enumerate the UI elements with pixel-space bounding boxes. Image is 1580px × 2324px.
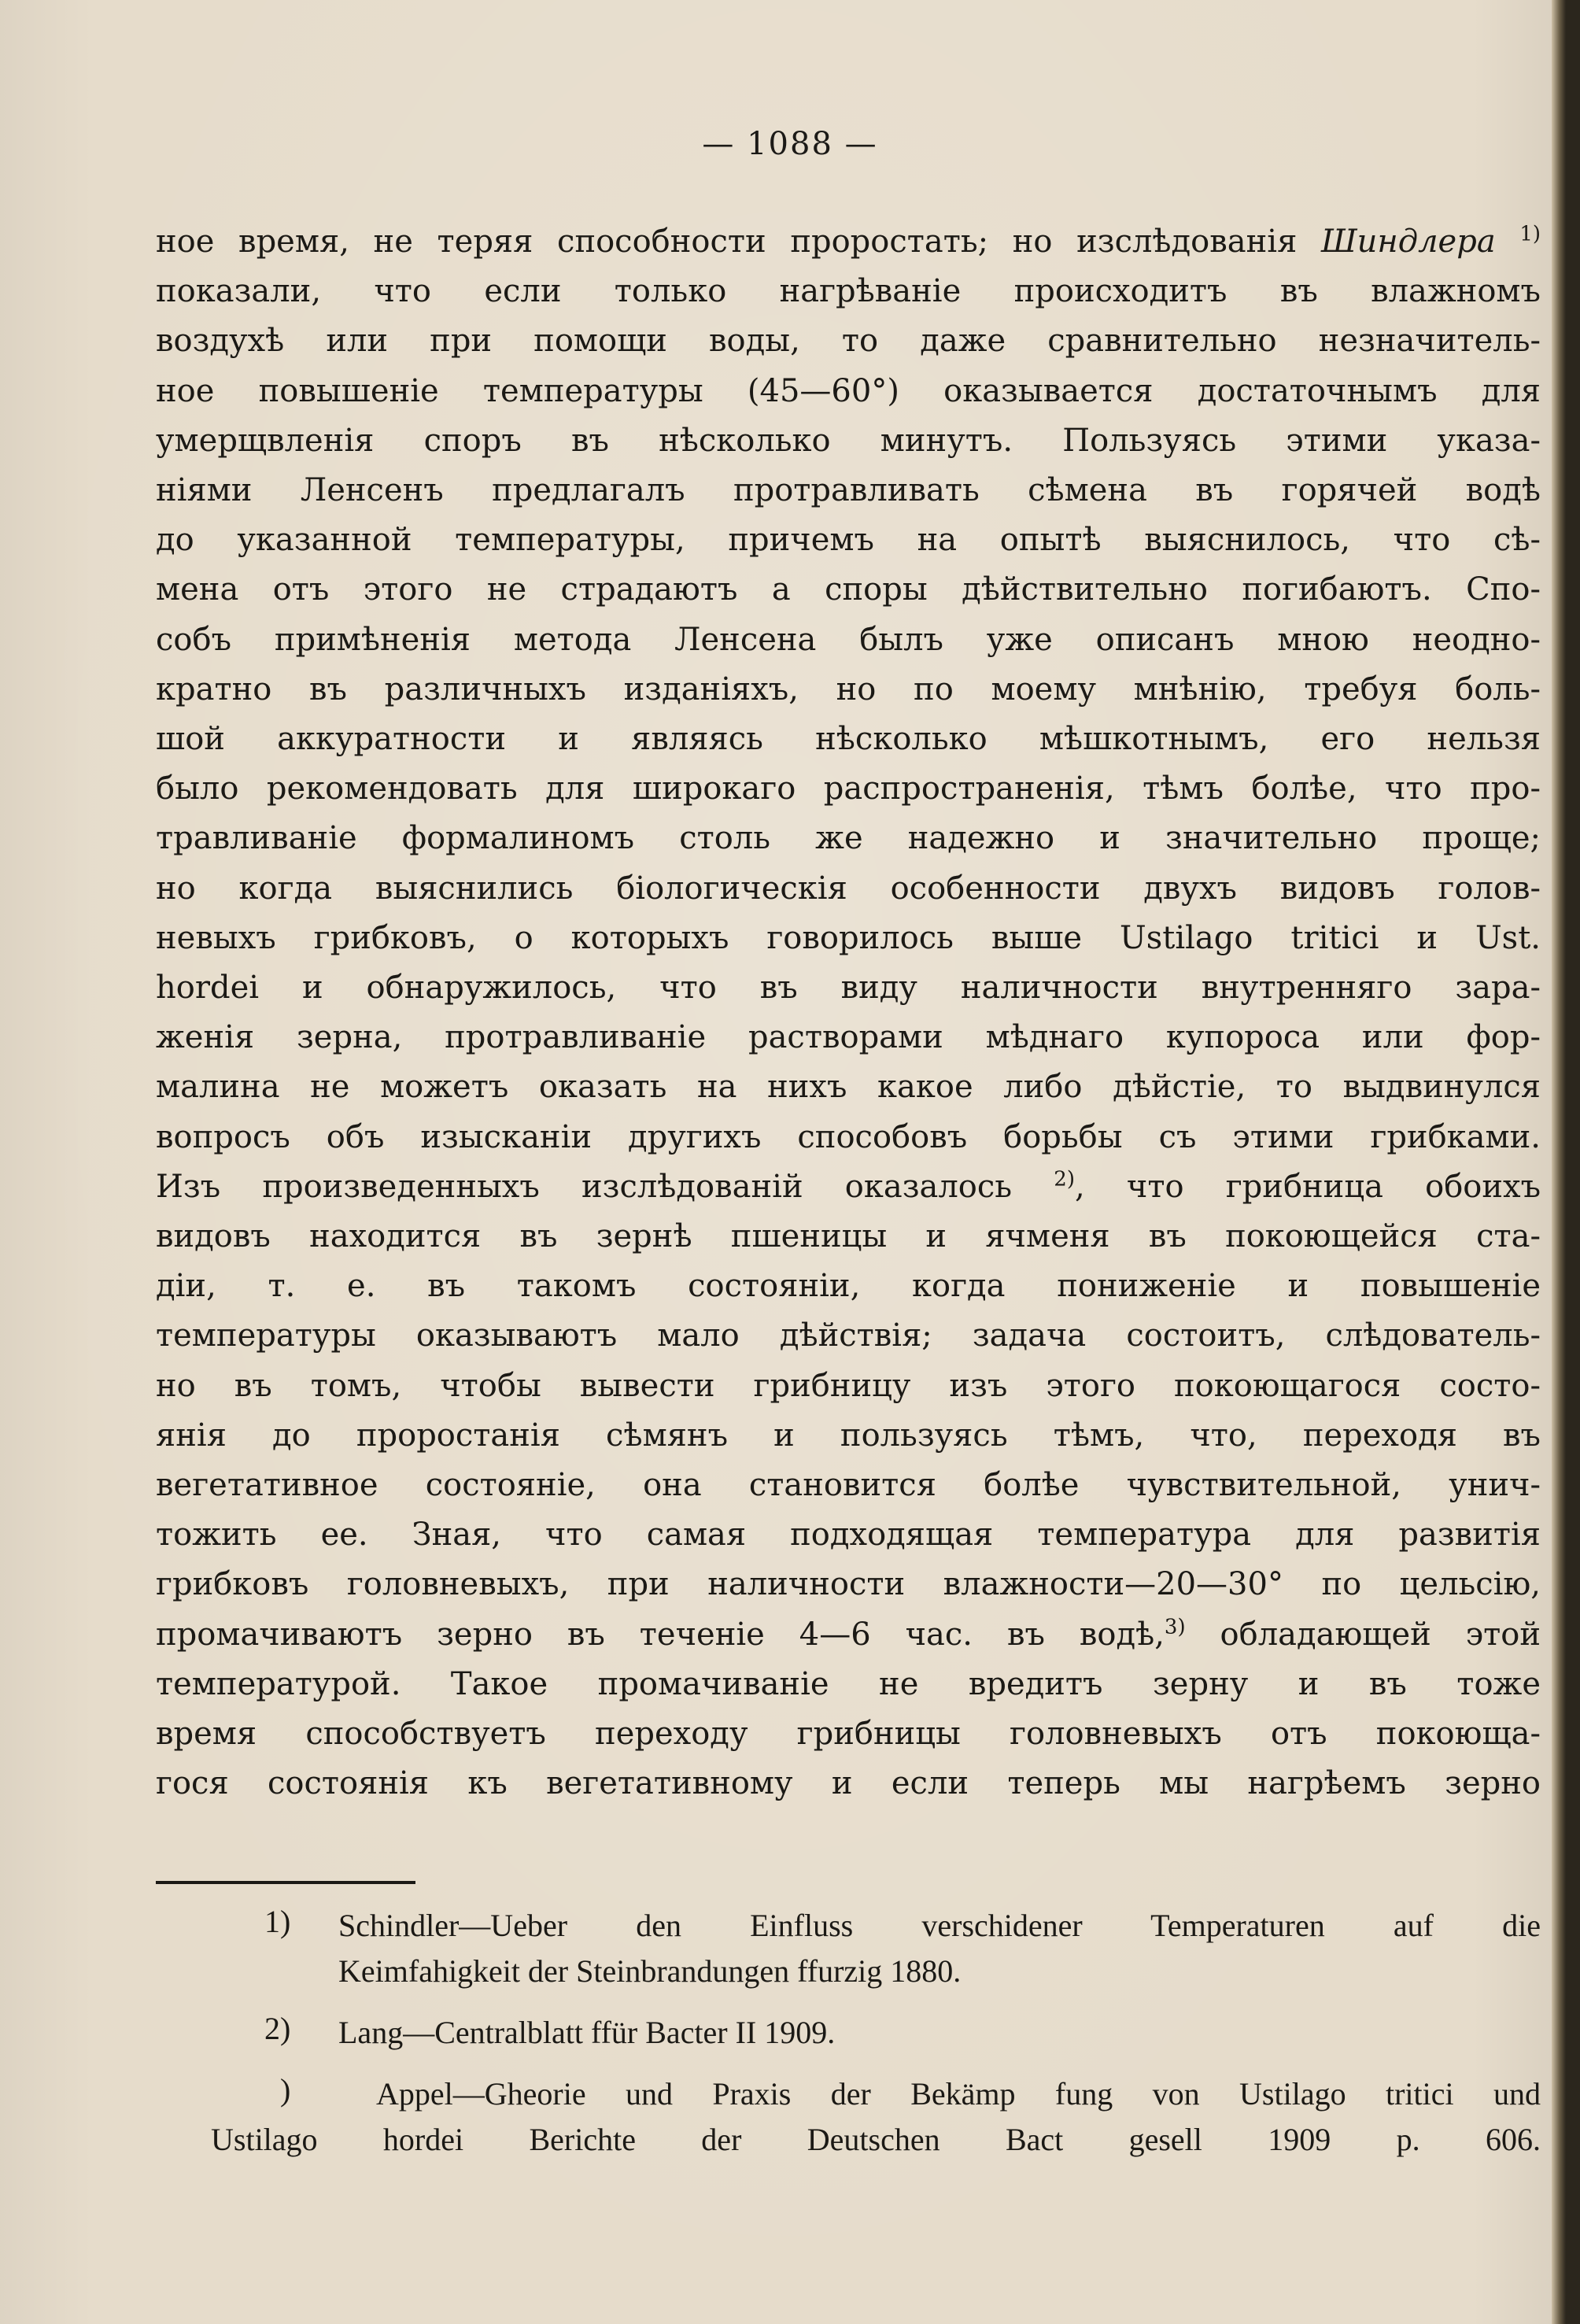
text-line: тожить ее. Зная, что самая подходящая температура для развитія bbox=[156, 1517, 1541, 1554]
footnote-number: 2) bbox=[264, 2011, 291, 2046]
text-line: вегетативное состояніе, она становится болѣе чувствительной, унич- bbox=[156, 1467, 1541, 1504]
footnote-line: Lang—Centralblatt ffür Bacter II 1909. bbox=[338, 2015, 836, 2050]
text-line: воздухѣ или при помощи воды, то даже сравнительно незначитель- bbox=[156, 323, 1541, 360]
text-line: до указанной температуры, причемъ на опытѣ выяснилось, что сѣ- bbox=[156, 522, 1541, 559]
text-line: діи, т. е. въ такомъ состояніи, когда пониженіе и повышеніе bbox=[156, 1268, 1541, 1305]
text-line: малина не можетъ оказать на нихъ какое либо дѣйстіе, то выдвинулся bbox=[156, 1069, 1541, 1106]
text-line: собъ примѣненія метода Ленсена былъ уже описанъ мною неодно- bbox=[156, 621, 1541, 658]
book-spine-edge bbox=[1552, 0, 1566, 2324]
footnote-line: Ustilago hordei Berichte der Deutschen Bact gesell 1909 p. 606. bbox=[211, 2122, 1541, 2157]
footnote-number: 1) bbox=[264, 1904, 291, 1939]
text-line: hordei и обнаружилось, что въ виду наличности внутренняго зара- bbox=[156, 970, 1541, 1007]
footnote-line: Schindler—Ueber den Einfluss verschidener Temperaturen auf die bbox=[338, 1908, 1541, 1943]
footnote-ref: 1) bbox=[1519, 222, 1541, 246]
text-line: но когда выяснились біологическія особенности двухъ видовъ голов- bbox=[156, 870, 1541, 907]
text-line: травливаніе формалиномъ столь же надежно и значительно проще; bbox=[156, 820, 1541, 857]
text-line: видовъ находится въ зернѣ пшеницы и ячменя въ покоющейся ста- bbox=[156, 1218, 1541, 1255]
footnote-2 bbox=[156, 2010, 1541, 2056]
text-line: ніями Ленсенъ предлагалъ протравливать сѣмена въ горячей водѣ bbox=[156, 472, 1541, 509]
footnote-line: Keimfahigkeit der Steinbrandungen ffurzig 1880. bbox=[338, 1953, 962, 1989]
text-line: температурой. Такое промачиваніе не вредитъ зерну и въ тоже bbox=[156, 1665, 1541, 1702]
text-line: янія до проростанія сѣмянъ и пользуясь тѣмъ, что, переходя въ bbox=[156, 1417, 1541, 1454]
text-line: вопросъ объ изысканіи другихъ способовъ борьбы съ этими грибками. bbox=[156, 1118, 1541, 1155]
footnote-1 bbox=[156, 1903, 1541, 1994]
footnote-line: Appel—Gheorie und Praxis der Bekämp fung von Ustilago tritici und bbox=[376, 2076, 1541, 2112]
text-line: кратно въ различныхъ изданіяхъ, но по моему мнѣнію, требуя боль- bbox=[156, 671, 1541, 708]
footnote-3 bbox=[156, 2071, 1541, 2163]
text-line: гося состоянія къ вегетативному и если теперь мы нагрѣемъ зерно bbox=[156, 1765, 1541, 1802]
text-line: мена отъ этого не страдаютъ а споры дѣйствительно погибаютъ. Спо- bbox=[156, 571, 1541, 608]
footnote-ref: 2) bbox=[1054, 1167, 1075, 1192]
text-line: но въ томъ, чтобы вывести грибницу изъ этого покоющагося состо- bbox=[156, 1367, 1541, 1404]
footnote-separator bbox=[156, 1881, 415, 1884]
text-line: грибковъ головневыхъ, при наличности влажности—20—30° по цельсію, bbox=[156, 1566, 1541, 1603]
text-line: было рекомендовать для широкаго распространенія, тѣмъ болѣе, что про- bbox=[156, 770, 1541, 807]
text-line: умерщвленія споръ въ нѣсколько минутъ. Пользуясь этими указа- bbox=[156, 422, 1541, 459]
text-line: невыхъ грибковъ, о которыхъ говорилось выше Ustilago tritici и Ust. bbox=[156, 919, 1541, 956]
text-line: ное повышеніе температуры (45—60°) оказывается достаточнымъ для bbox=[156, 372, 1541, 409]
text-line: промачиваютъ зерно въ теченіе 4—6 час. въ водѣ,$^{3)}$ обладающей этой bbox=[156, 1615, 1541, 1653]
footnote-ref: 3) bbox=[1164, 1615, 1186, 1639]
page-number-header: — 1088 — bbox=[702, 126, 878, 162]
footnotes-block bbox=[156, 1903, 1541, 2178]
footnote-number: ) bbox=[280, 2072, 291, 2108]
author-name-italic: Шиндлера bbox=[1320, 224, 1496, 260]
text-line: время способствуетъ переходу грибницы головневыхъ отъ покоюща- bbox=[156, 1716, 1541, 1753]
text-line: Изъ произведенныхъ изслѣдованій оказалось $^{2)}$, что грибница обоихъ bbox=[156, 1167, 1541, 1205]
text-line: шой аккуратности и являясь нѣсколько мѣшкотнымъ, его нельзя bbox=[156, 721, 1541, 758]
text-line: ное время, не теряя способности проростать; но изслѣдованія Шиндлера $^{1)}$ bbox=[156, 222, 1541, 260]
main-text-block bbox=[156, 217, 1541, 1809]
text-line: женія зерна, протравливаніе растворами мѣднаго купороса или фор- bbox=[156, 1019, 1541, 1056]
text-line: температуры оказываютъ мало дѣйствія; задача состоитъ, слѣдователь- bbox=[156, 1317, 1541, 1354]
text-line: показали, что если только нагрѣваніе происходитъ въ влажномъ bbox=[156, 273, 1541, 310]
